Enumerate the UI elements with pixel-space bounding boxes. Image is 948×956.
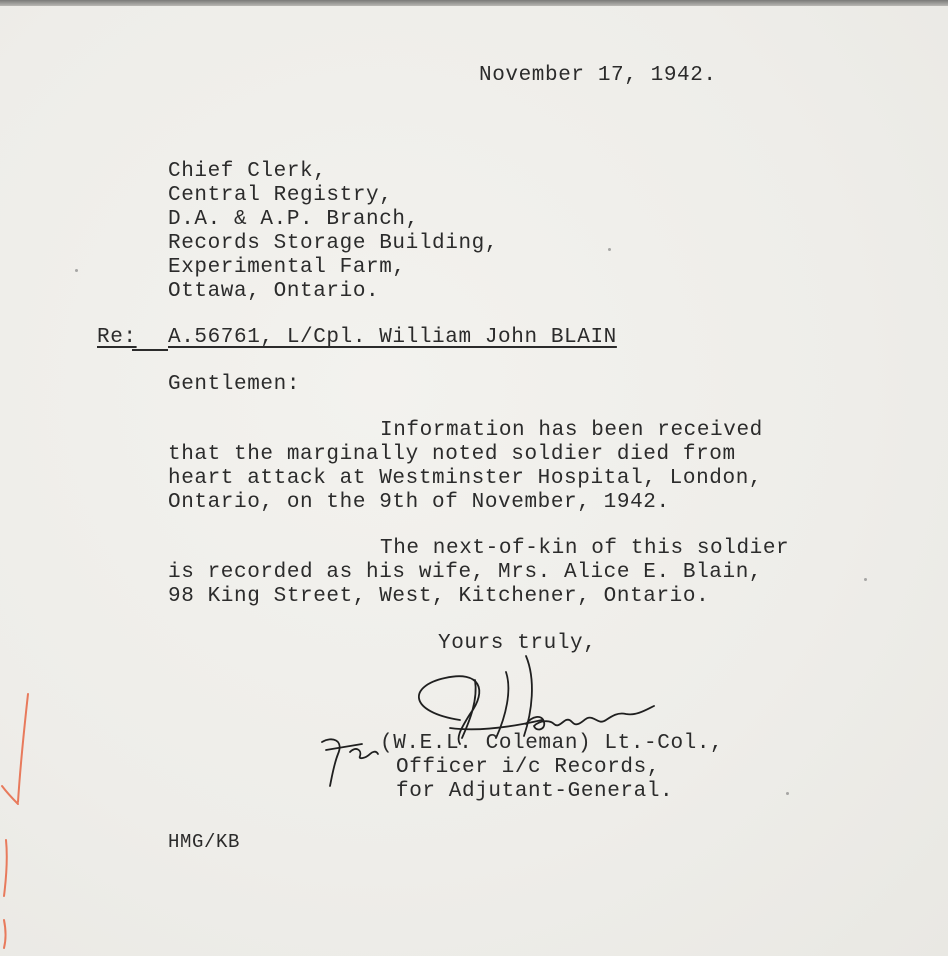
reference-initials: HMG/KB bbox=[168, 831, 241, 853]
address-line-1: Chief Clerk, bbox=[168, 160, 327, 183]
address-line-4: Records Storage Building, bbox=[168, 232, 499, 255]
signature-name: (W.E.L. Coleman) Lt.-Col., bbox=[380, 732, 724, 755]
closing: Yours truly, bbox=[438, 632, 597, 655]
signature-for: for Adjutant-General. bbox=[396, 780, 674, 803]
address-line-2: Central Registry, bbox=[168, 184, 393, 207]
margin-pencil-mark bbox=[0, 690, 40, 950]
paper-speck bbox=[864, 578, 867, 581]
paper-speck bbox=[608, 248, 611, 251]
paragraph2-line-1: The next-of-kin of this soldier bbox=[380, 537, 790, 560]
signature-title: Officer i/c Records, bbox=[396, 756, 661, 779]
paragraph1-line-4: Ontario, on the 9th of November, 1942. bbox=[168, 491, 670, 514]
paragraph1-line-1: Information has been received bbox=[380, 419, 763, 442]
re-label: Re: bbox=[97, 326, 137, 349]
paragraph2-line-2: is recorded as his wife, Mrs. Alice E. Blain, bbox=[168, 561, 763, 584]
address-line-5: Experimental Farm, bbox=[168, 256, 406, 279]
paragraph2-line-3: 98 King Street, West, Kitchener, Ontario. bbox=[168, 585, 710, 608]
re-underline-gap bbox=[132, 349, 168, 351]
re-subject: A.56761, L/Cpl. William John BLAIN bbox=[168, 326, 617, 349]
paper-speck bbox=[786, 792, 789, 795]
letter-date: November 17, 1942. bbox=[479, 64, 717, 87]
paragraph1-line-3: heart attack at Westminster Hospital, London, bbox=[168, 467, 763, 490]
address-line-3: D.A. & A.P. Branch, bbox=[168, 208, 419, 231]
paragraph1-line-2: that the marginally noted soldier died from bbox=[168, 443, 736, 466]
salutation: Gentlemen: bbox=[168, 373, 301, 396]
paper-speck bbox=[75, 269, 78, 272]
address-line-6: Ottawa, Ontario. bbox=[168, 280, 380, 303]
